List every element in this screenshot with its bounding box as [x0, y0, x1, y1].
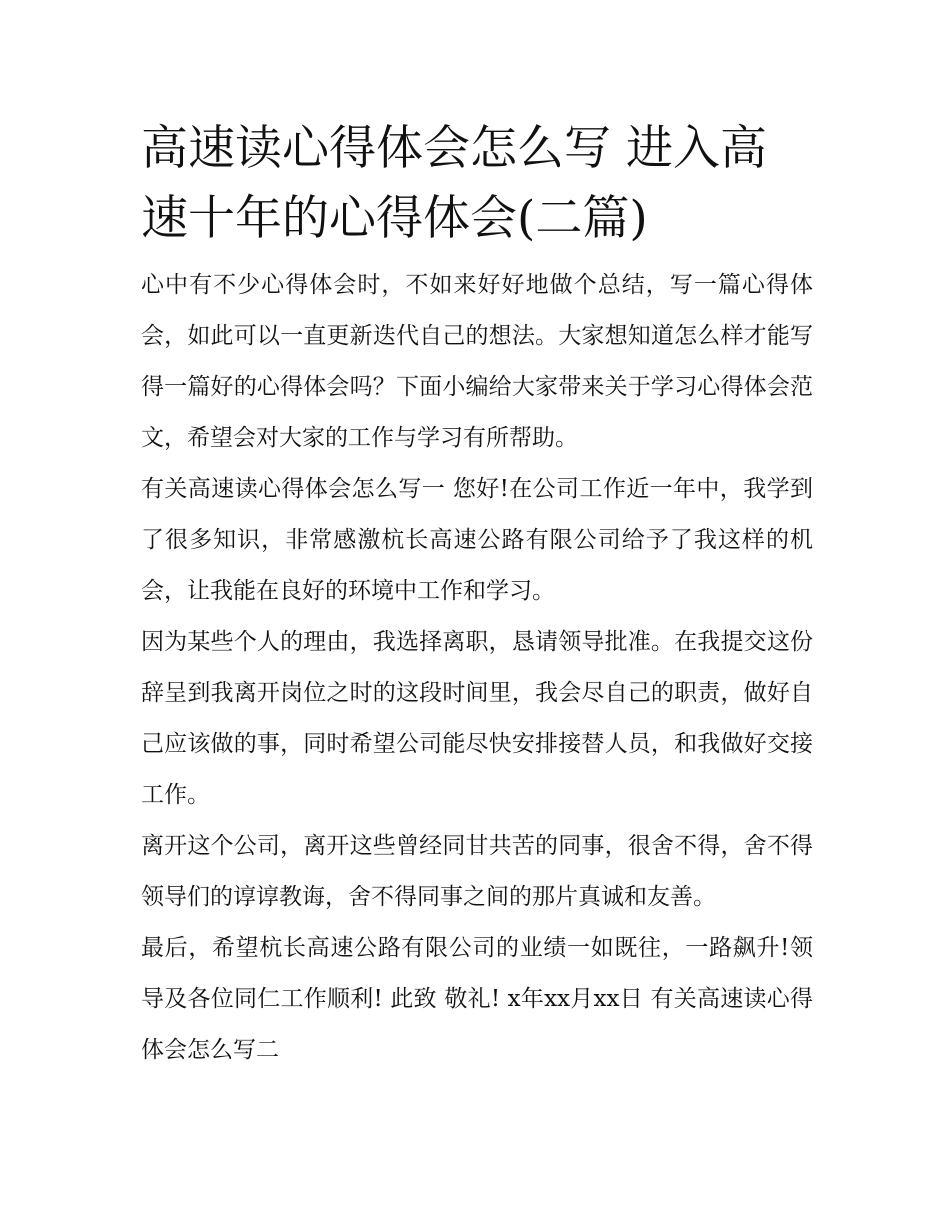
- document-title: 高速读心得体会怎么写 进入高速十年的心得体会(二篇): [141, 121, 767, 246]
- paragraph-intro: 心中有不少心得体会时，不如来好好地做个总结，写一篇心得体会，如此可以一直更新迭代自己的想法。大家想知道怎么样才能写得一篇好的心得体会吗？下面小编给大家带来关于学习心得体会范文，希望会对大家的工作与学习有所帮助。: [141, 272, 813, 451]
- paragraph-resignation: 因为某些个人的理由，我选择离职，恳请领导批准。在我提交这份辞呈到我离开岗位之时的这段时间里，我会尽自己的职责，做好自己应该做的事，同时希望公司能尽快安排接替人员，和我做好交接工作。: [141, 629, 813, 808]
- paragraph-farewell: 离开这个公司，离开这些曾经同甘共苦的同事，很舍不得，舍不得领导们的谆谆教诲，舍不得同事之间的那片真诚和友善。: [141, 833, 813, 910]
- document-body: [141, 114, 813, 1076]
- paragraph-closing: 最后，希望杭长高速公路有限公司的业绩一如既往，一路飙升!领导及各位同仁工作顺利! 此致 敬礼! x年xx月xx日 有关高速读心得体会怎么写二: [141, 935, 813, 1063]
- paragraph-greeting: 有关高速读心得体会怎么写一 您好!在公司工作近一年中，我学到了很多知识，非常感激杭长高速公路有限公司给予了我这样的机会，让我能在良好的环境中工作和学习。: [141, 476, 813, 604]
